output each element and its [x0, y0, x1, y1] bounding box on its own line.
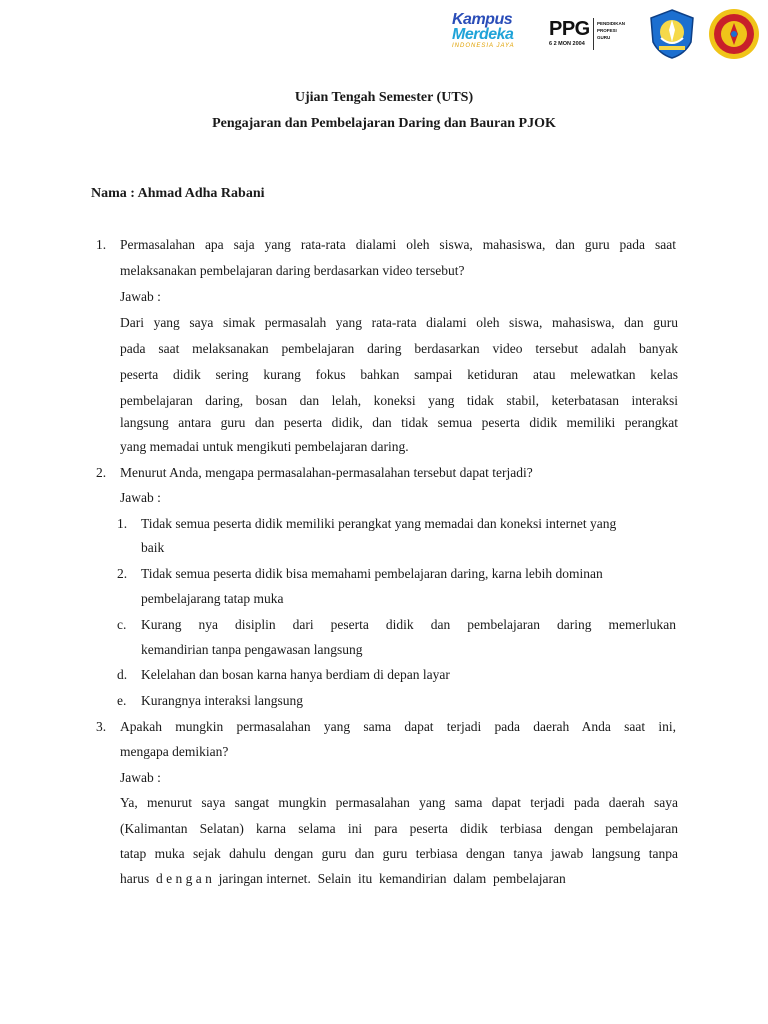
answer-line: yang memadai untuk mengikuti pembelajaran daring. — [120, 439, 409, 454]
question-number: 1. — [96, 237, 107, 252]
answer-line: Dari yang saya simak permasalah yang rata-rata dialami oleh siswa, mahasiswa, dan guru — [120, 315, 678, 330]
question-number: 3. — [96, 719, 107, 734]
student-name: Nama : Ahmad Adha Rabani — [91, 186, 265, 201]
course-title: Pengajaran dan Pembelajaran Daring dan Bauran PJOK — [212, 116, 556, 131]
answer-line: langsung antara guru dan peserta didik, dan tidak semua peserta didik memiliki perangkat — [120, 415, 678, 430]
answer-line: Ya, menurut saya sangat mungkin permasalahan yang sama dapat terjadi pada daerah saya — [120, 795, 678, 810]
answer-line: harus d e n g a n jaringan internet. Selain itu kemandirian dalam pembelajaran — [120, 871, 566, 886]
question-number: 2. — [96, 465, 107, 480]
list-item-text: Kelelahan dan bosan karna hanya berdiam di depan layar — [141, 667, 450, 682]
ppg-logo: PPG 6 2 MON 2004 PENDIDIKAN PROFESI GURU — [549, 18, 641, 54]
question-text: mengapa demikian? — [120, 744, 229, 759]
list-item-text: Tidak semua peserta didik bisa memahami pembelajaran daring, karna lebih dominan — [141, 566, 603, 581]
list-marker: e. — [117, 693, 127, 708]
jawab-label: Jawab : — [120, 490, 161, 505]
kampus-merdeka-logo: Kampus Merdeka INDONESIA JAYA — [452, 11, 515, 49]
list-marker: d. — [117, 667, 128, 682]
answer-line: (Kalimantan Selatan) karna selama ini para peserta didik terbiasa dengan pembelajaran — [120, 821, 678, 836]
jawab-label: Jawab : — [120, 289, 161, 304]
answer-line: tatap muka sejak dahulu dengan guru dan guru terbiasa dengan tanya jawab langsung tanpa — [120, 846, 678, 861]
list-marker: 1. — [117, 516, 128, 531]
question-text: melaksanakan pembelajaran daring berdasarkan video tersebut? — [120, 263, 465, 278]
answer-line: pada saat melaksanakan pembelajaran daring berdasarkan video tersebut adalah banyak — [120, 341, 678, 356]
tut-wuri-handayani-emblem-icon — [647, 8, 697, 60]
list-item-text: pembelajarang tatap muka — [141, 591, 284, 606]
list-item-text: Kurangnya interaksi langsung — [141, 693, 303, 708]
exam-title: Ujian Tengah Semester (UTS) — [294, 90, 474, 105]
list-item-text: baik — [141, 540, 165, 555]
list-marker: 2. — [117, 566, 128, 581]
jawab-label: Jawab : — [120, 770, 161, 785]
question-text: Permasalahan apa saja yang rata-rata dialami oleh siswa, mahasiswa, dan guru pada saat — [120, 237, 676, 252]
question-text: Menurut Anda, mengapa permasalahan-permasalahan tersebut dapat terjadi? — [120, 465, 533, 480]
university-seal-icon — [708, 8, 760, 60]
question-text: Apakah mungkin permasalahan yang sama dapat terjadi pada daerah Anda saat ini, — [120, 719, 676, 734]
answer-line: pembelajaran daring, bosan dan lelah, koneksi yang tidak stabil, keterbatasan interaksi — [120, 393, 678, 408]
header-logos — [452, 8, 762, 64]
list-item-text: Kurang nya disiplin dari peserta didik dan pembelajaran daring memerlukan — [141, 617, 676, 632]
list-item-text: kemandirian tanpa pengawasan langsung — [141, 642, 363, 657]
list-item-text: Tidak semua peserta didik memiliki perangkat yang memadai dan koneksi internet yang — [141, 516, 617, 531]
answer-line: peserta didik sering kurang fokus bahkan sampai ketiduran atau melewatkan kelas — [120, 367, 678, 382]
list-marker: c. — [117, 617, 127, 632]
